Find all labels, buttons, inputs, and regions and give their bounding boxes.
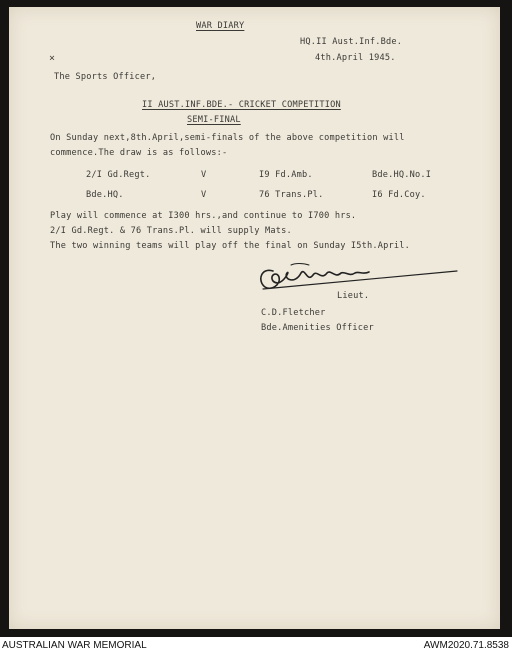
document-page (9, 7, 500, 629)
intro-line-1: On Sunday next,8th.April,semi-finals of the above competition will (50, 133, 405, 143)
draw-team: Bde.HQ.No.I (372, 170, 432, 180)
date-line: 4th.April 1945. (315, 53, 396, 63)
signatory-position: Bde.Amenities Officer (261, 323, 374, 333)
final-line: The two winning teams will play off the final on Sunday I5th.April. (50, 241, 411, 251)
draw-versus: V (201, 190, 207, 200)
heading: II AUST.INF.BDE.- CRICKET COMPETITION (142, 100, 341, 110)
subheading: SEMI-FINAL (187, 115, 241, 125)
mats-line: 2/I Gd.Regt. & 76 Trans.Pl. will supply Mats. (50, 226, 292, 236)
draw-team: I9 Fd.Amb. (259, 170, 313, 180)
unit-line: HQ.II Aust.Inf.Bde. (300, 37, 403, 47)
draw-team: I6 Fd.Coy. (372, 190, 426, 200)
draw-team: 76 Trans.Pl. (259, 190, 324, 200)
draw-team: 2/I Gd.Regt. (86, 170, 151, 180)
intro-line-2: commence.The draw is as follows:- (50, 148, 228, 158)
signatory-name: C.D.Fletcher (261, 308, 326, 318)
pencil-mark-icon: ⨯ (49, 53, 56, 64)
accession-number: AWM2020.71.8538 (423, 640, 509, 651)
war-diary-title: WAR DIARY (196, 21, 245, 31)
draw-team: Bde.HQ. (86, 190, 124, 200)
source-credit: AUSTRALIAN WAR MEMORIAL (2, 640, 147, 651)
draw-versus: V (201, 170, 207, 180)
addressee: The Sports Officer, (54, 72, 157, 82)
play-time-line: Play will commence at I300 hrs.,and continue to I700 hrs. (50, 211, 357, 221)
signatory-rank: Lieut. (337, 291, 370, 301)
